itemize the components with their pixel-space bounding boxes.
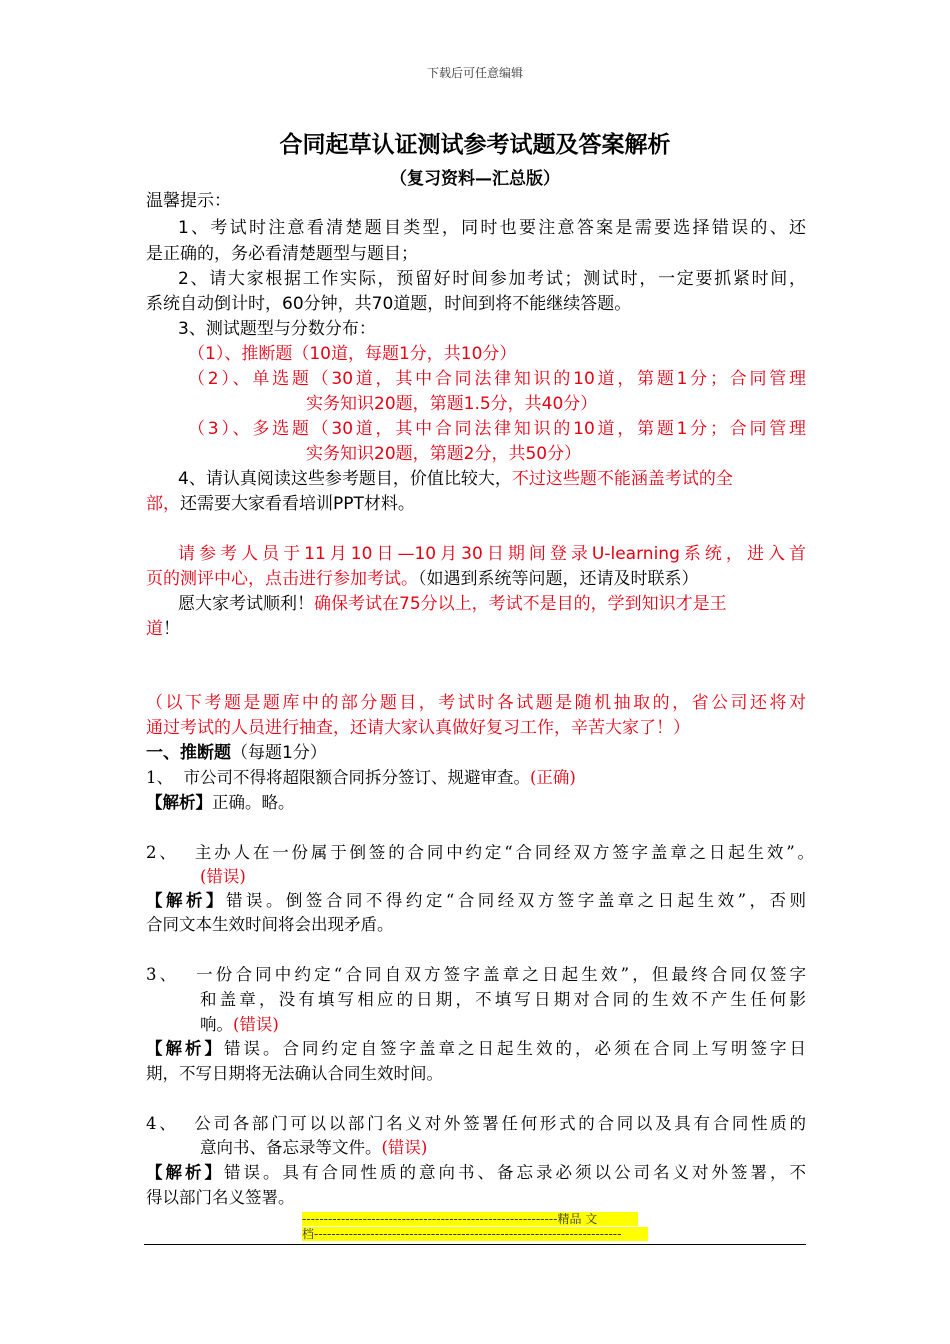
- analysis-text: 错误。具有合同性质的意向书、备忘录必须以公司名义对外签署，不: [224, 1163, 806, 1182]
- analysis-3-line-2: 期，不写日期将无法确认合同生效时间。: [146, 1064, 443, 1083]
- notice-line-1: 请参考人员于11月10日—10月30日期间登录U-learning系统，进入首: [178, 544, 806, 564]
- notice-line-2-red: 页的测评中心，点击进行参加考试。: [146, 569, 418, 589]
- footer-watermark-line-2: 档-----------------------------------------------------------------------: [302, 1227, 648, 1241]
- question-number: 1、: [146, 768, 173, 787]
- wish-text: 愿大家考试顺利！: [178, 594, 314, 614]
- question-3-line-3: [200, 1014, 279, 1036]
- question-1: [146, 767, 576, 789]
- question-number: 4、: [146, 1114, 179, 1133]
- page-header-note: 下载后可任意编辑: [426, 66, 523, 80]
- question-2-answer: (错误): [200, 867, 246, 886]
- question-type-1: （1）、推断题（10道，每题1分，共10分）: [188, 344, 517, 364]
- question-number: 3、: [146, 965, 180, 984]
- tip-1-line-2: 是正确的，务必看清楚题型与题目；: [146, 244, 418, 264]
- section-1-title: 一、推断题: [146, 743, 231, 763]
- wish-line-2: [146, 618, 180, 640]
- document-subtitle: （复习资料—汇总版）: [390, 169, 560, 189]
- tip-2-line-1: 2、请大家根据工作实际，预留好时间参加考试；测试时，一定要抓紧时间，: [178, 269, 806, 289]
- bank-note-line-2: 通过考试的人员进行抽查，还请大家认真做好复习工作，辛苦大家了！）: [146, 718, 690, 738]
- question-type-3-line-2: 实务知识20题，第题2分，共50分）: [306, 444, 582, 464]
- analysis-2-line-1: [146, 890, 806, 912]
- tip-4-text-end: 还需要大家看看培训PPT材料。: [180, 494, 415, 514]
- question-text-end: 响。: [200, 1015, 233, 1034]
- tips-heading: 温馨提示：: [146, 191, 231, 211]
- wish-line-1: [178, 593, 727, 615]
- analysis-4-line-2: 得以部门名义签署。: [146, 1188, 295, 1207]
- tip-1-line-1: 1、考试时注意看清楚题目类型，同时也要注意答案是需要选择错误的、还: [178, 218, 806, 238]
- analysis-tag: 【解析】: [146, 793, 212, 812]
- tip-4-text: 4、请认真阅读这些参考题目，价值比较大，: [178, 469, 512, 489]
- section-1-score: （每题1分）: [231, 743, 327, 763]
- bank-note-line-1: （以下考题是题库中的部分题目，考试时各试题是随机抽取的，省公司还将对: [146, 693, 806, 713]
- analysis-tag: 【解析】: [146, 1039, 224, 1058]
- analysis-4-line-1: [146, 1162, 806, 1184]
- footer-divider: [144, 1244, 806, 1245]
- wish-goal-end: 道: [146, 619, 163, 639]
- question-type-2-line-1: （2）、单选题（30道，其中合同法律知识的10道，第题1分；合同管理: [188, 369, 806, 389]
- question-4-line-2: [200, 1137, 427, 1159]
- analysis-3-line-1: [146, 1038, 806, 1060]
- question-answer: (错误): [381, 1138, 428, 1157]
- question-answer: (错误): [233, 1015, 279, 1034]
- question-number: 2、: [146, 843, 179, 862]
- question-3-line-2: 和盖章，没有填写相应的日期，不填写日期对合同的生效不产生任何影: [200, 990, 806, 1009]
- question-text: 公司各部门可以以部门名义对外签署任何形式的合同以及具有合同性质的: [194, 1114, 806, 1133]
- tip-4-line-2: [146, 493, 415, 515]
- question-type-3-line-1: （3）、多选题（30道，其中合同法律知识的10道，第题1分；合同管理: [188, 419, 806, 439]
- analysis-1: [146, 792, 295, 814]
- question-text: 一份合同中约定“合同自双方签字盖章之日起生效”，但最终合同仅签字: [196, 965, 806, 984]
- analysis-text: 错误。倒签合同不得约定“合同经双方签字盖章之日起生效”，否则: [225, 891, 807, 910]
- question-4-line-1: [146, 1113, 806, 1135]
- analysis-2-line-2: 合同文本生效时间将会出现矛盾。: [146, 915, 394, 934]
- tip-2-line-2: 系统自动倒计时，60分钟，共70道题，时间到将不能继续答题。: [146, 294, 632, 314]
- footer-watermark-line-1: -----------------------------------------------------------精品 文: [302, 1212, 638, 1226]
- notice-line-2-black: （如遇到系统等问题，还请及时联系）: [418, 569, 699, 589]
- question-text: 主办人在一份属于倒签的合同中约定“合同经双方签字盖章之日起生效”。: [194, 843, 814, 862]
- analysis-tag: 【解析】: [146, 891, 226, 910]
- wish-goal: 确保考试在75分以上，考试不是目的，学到知识才是王: [314, 594, 727, 614]
- tip-4-warning-end: 部，: [146, 494, 180, 514]
- question-type-2-line-2: 实务知识20题，第题1.5分，共40分）: [306, 394, 598, 414]
- notice-line-2: [146, 568, 699, 590]
- document-title: 合同起草认证测试参考试题及答案解析: [279, 132, 671, 158]
- question-3-line-1: [146, 964, 806, 986]
- wish-exclaim: ！: [163, 619, 180, 639]
- question-2: [146, 842, 814, 864]
- tip-4-line-1: [178, 468, 733, 490]
- analysis-text: 正确。略。: [212, 793, 295, 812]
- question-text-end: 意向书、备忘录等文件。: [200, 1138, 382, 1157]
- question-answer: (正确): [530, 768, 576, 787]
- analysis-tag: 【解析】: [146, 1163, 224, 1182]
- tip-4-warning: 不过这些题不能涵盖考试的全: [511, 469, 733, 489]
- analysis-text: 错误。合同约定自签字盖章之日起生效的，必须在合同上写明签字日: [224, 1039, 806, 1058]
- question-text: 市公司不得将超限额合同拆分签订、规避审查。: [183, 768, 530, 787]
- section-1-heading: [146, 742, 327, 764]
- tip-3: 3、测试题型与分数分布：: [178, 319, 376, 339]
